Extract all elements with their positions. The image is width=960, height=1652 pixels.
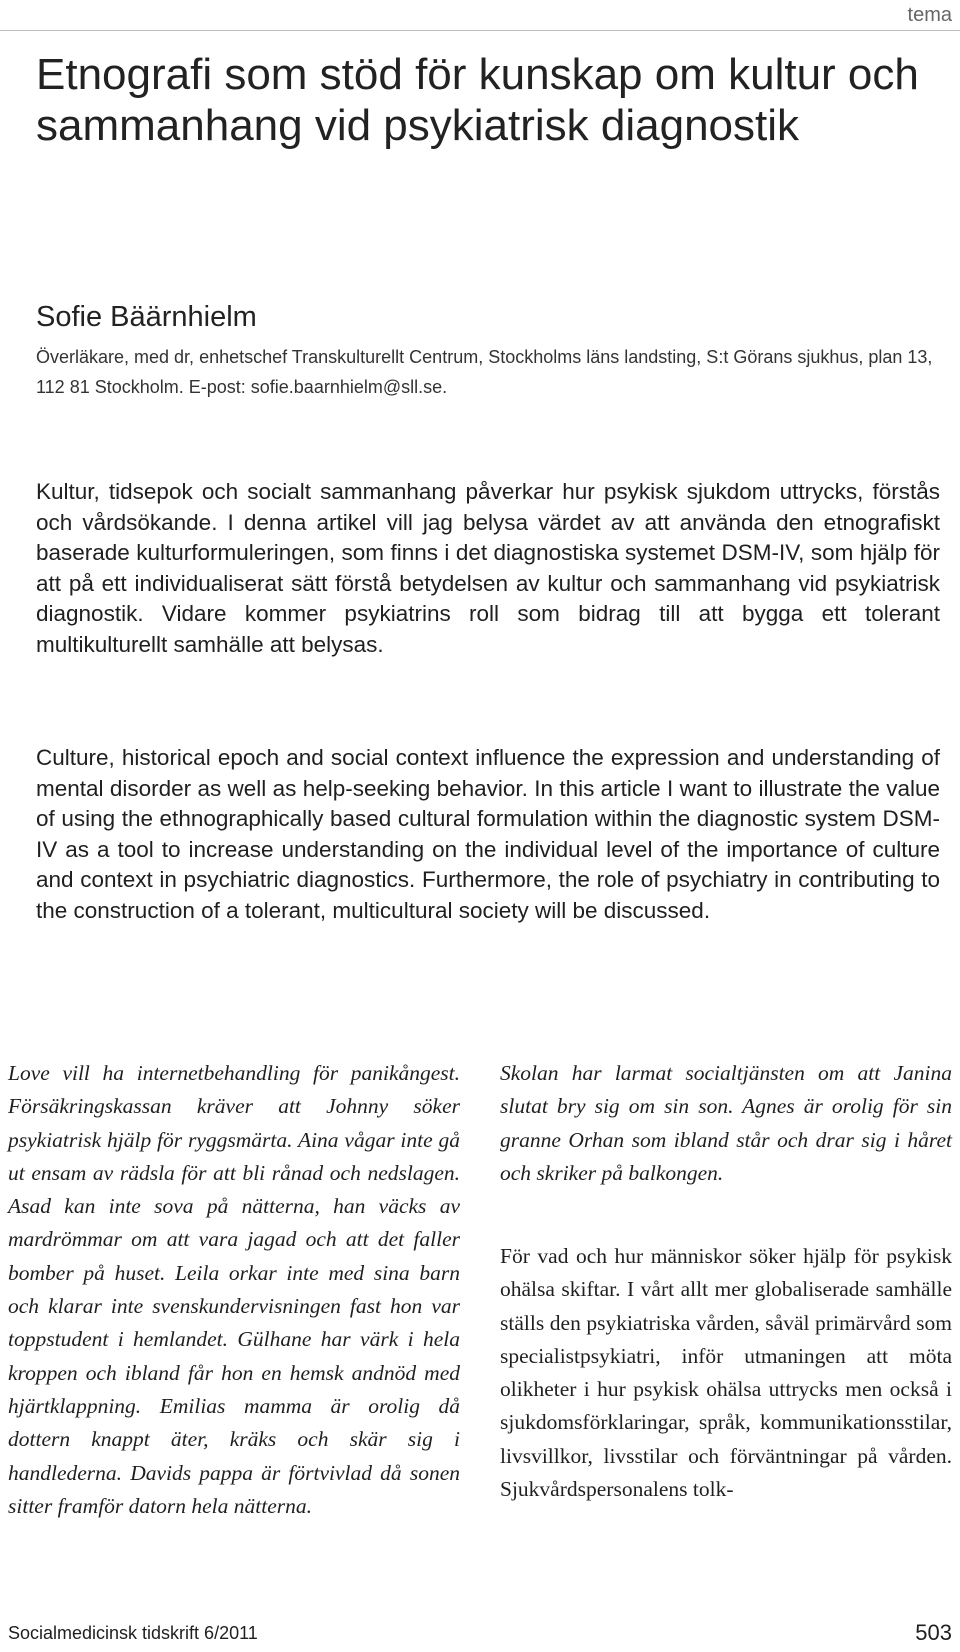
abstract-swedish: Kultur, tidsepok och socialt sammanhang påverkar hur psykisk sjukdom uttrycks, förstås och vårdsökande. I denna artikel vill jag belysa värdet av att använda den etnografiskt baserade kulturformuleringen, som finns i det diagnostiska systemet DSM-IV, som hjälp för att på ett individualiserat sätt förstå betydelsen av kultur och sammanhang vid psykiatrisk diagnostik. Vidare kommer psykiatrins roll som bidrag till att bygga ett tolerant multikulturellt samhälle att belysas.: [36, 479, 940, 657]
author-affiliation: Överläkare, med dr, enhetschef Transkulturellt Centrum, Stockholms läns landsting, S:t Görans sjukhus, plan 13, 112 81 Stockholm. E-post: sofie.baarnhielm@sll.se.: [36, 347, 933, 397]
right-column-intro: Skolan har larmat socialtjänsten om att Janina slutat bry sig om sin son. Agnes är orolig för sin granne Orhan som ibland står och drar sig i håret och skriker på balkongen.: [500, 1061, 952, 1185]
article-title: Etnografi som stöd för kunskap om kultur och sammanhang vid psykiatrisk diagnostik: [36, 50, 919, 150]
journal-footer: Socialmedicinsk tidskrift 6/2011: [8, 1623, 258, 1643]
left-column-text: Love vill ha internetbehandling för panikångest. Försäkringskassan kräver att Johnny söker psykiatrisk hjälp för ryggsmärta. Aina vågar inte gå ut ensam av rädsla för att bli rånad och nedslagen. Asad kan inte sova på nätterna, han väcks av mardrömmar om att vara jagad och att det faller bomber på huset. Leila orkar inte med sina barn och klarar inte svenskundervisningen fast hon var toppstudent i hemlandet. Gülhane har värk i hela kroppen och ibland får hon en hemsk andnöd med hjärtklappning. Emilias mamma är orolig då dottern knappt äter, kräks och skär sig i handlederna. Davids pappa är förtvivlad då sonen sitter framför datorn hela nätterna.: [8, 1061, 460, 1518]
right-column-text: För vad och hur människor söker hjälp för psykisk ohälsa skiftar. I vårt allt mer globaliserade samhälle ställs den psykiatriska vården, såväl primärvård som specialistpsykiatri, inför utmaningen att möta olikheter i hur psykisk ohälsa uttrycks men också i sjukdomsförklaringar, språk, kommunikationsstilar, livsvillkor, livsstilar och förväntningar på vården. Sjukvårdspersonalens tolk-: [500, 1244, 952, 1502]
author-name: Sofie Bäärnhielm: [36, 301, 257, 333]
header-rule: [0, 30, 960, 31]
page-number: 503: [915, 1620, 952, 1645]
abstract-english: Culture, historical epoch and social context influence the expression and understanding of mental disorder as well as help-seeking behavior. In this article I want to illustrate the value of using the ethnographically based cultural formulation within the diagnostic system DSM-IV as a tool to increase understanding on the individual level of the importance of culture and context in psychiatric diagnostics. Furthermore, the role of psychiatry in contributing to the construction of a tolerant, multicultural society will be discussed.: [36, 745, 940, 923]
section-label: tema: [907, 4, 952, 26]
